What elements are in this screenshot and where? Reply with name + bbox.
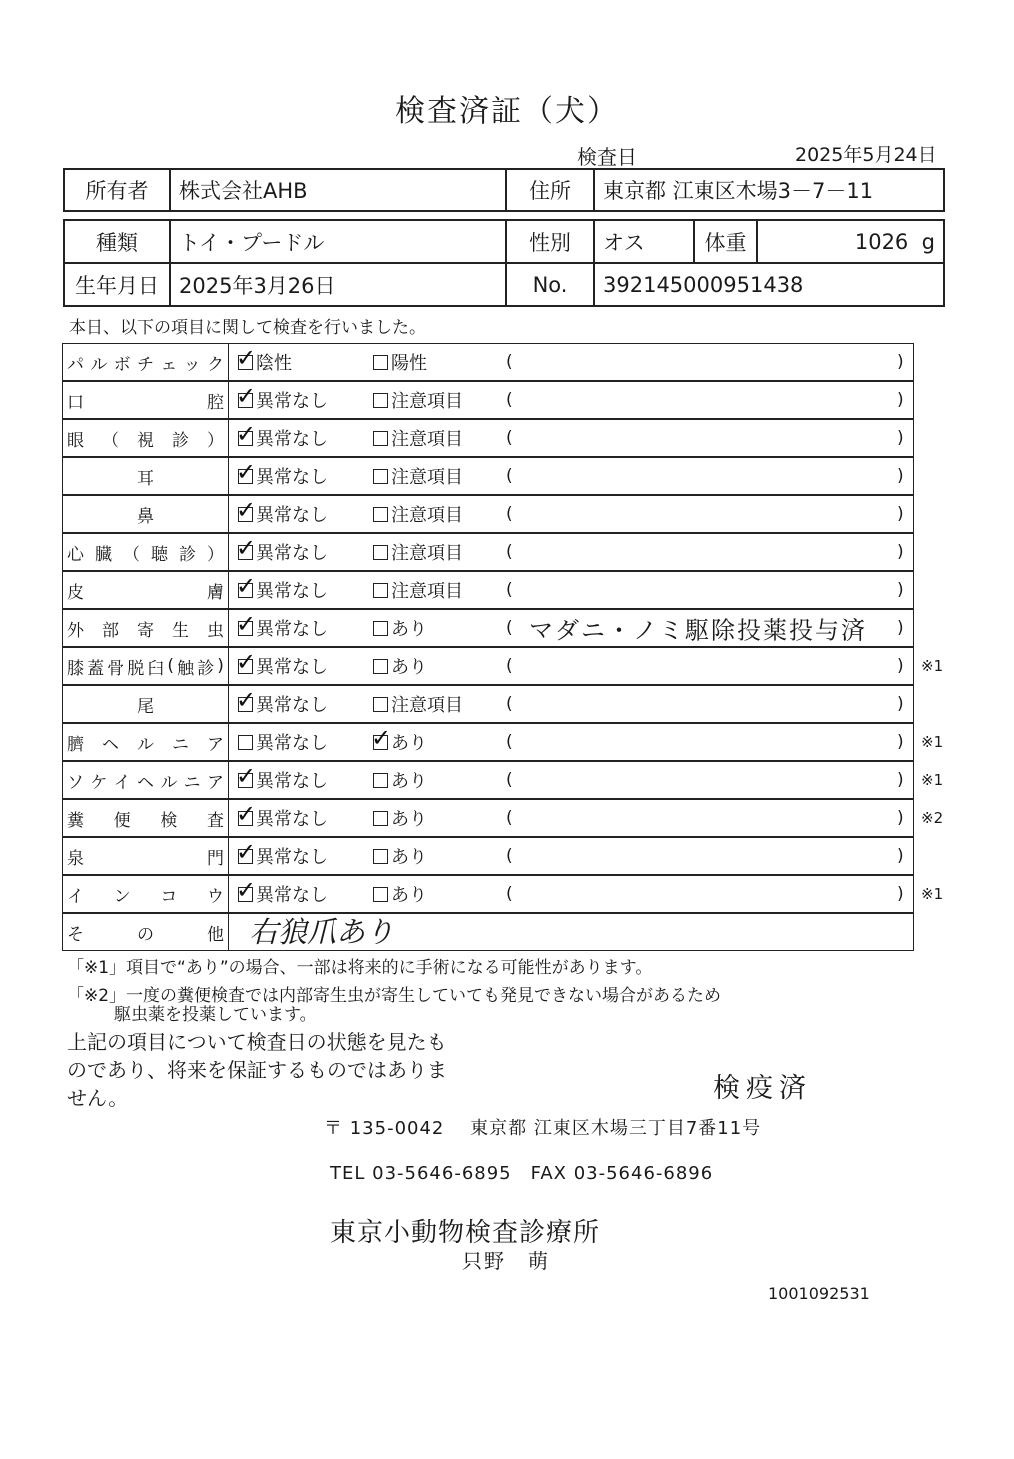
option-label: あり	[391, 847, 427, 868]
paren-close: )	[897, 808, 904, 828]
option-label: あり	[391, 771, 427, 792]
checkbox[interactable]	[236, 761, 257, 790]
option-label: 異常なし	[256, 391, 328, 412]
option-label: 異常なし	[256, 695, 328, 716]
clinic-name: 東京小動物検査診療所	[330, 1218, 601, 1248]
option-2[interactable]	[373, 539, 463, 565]
check-row	[62, 457, 914, 495]
owner-table	[63, 168, 945, 212]
other-name	[63, 914, 229, 950]
check-row	[62, 685, 914, 723]
checkbox[interactable]	[373, 659, 388, 674]
checkbox[interactable]	[236, 685, 257, 714]
option-2[interactable]	[373, 577, 463, 603]
weight-unit: g	[921, 229, 935, 254]
paren-open: (	[506, 808, 513, 828]
paren-open: (	[506, 846, 513, 866]
option-2[interactable]	[373, 501, 463, 527]
option-1[interactable]	[238, 729, 328, 755]
checkbox[interactable]	[373, 507, 388, 522]
option-1[interactable]	[236, 381, 328, 413]
option-2[interactable]	[373, 805, 427, 831]
check-item-name-char: 脱	[127, 658, 145, 679]
option-label: 異常なし	[256, 657, 328, 678]
check-item-name-char: ）	[207, 544, 224, 565]
check-mark-icon: ✓	[236, 457, 257, 486]
check-item-name-char: 眼	[67, 430, 84, 451]
checkbox[interactable]	[236, 381, 257, 410]
weight-number: 1026	[854, 229, 909, 254]
checkbox[interactable]	[373, 811, 388, 826]
option-2[interactable]	[373, 425, 463, 451]
paren-close: )	[897, 618, 904, 638]
paren-open: (	[506, 504, 513, 524]
checkbox[interactable]	[236, 571, 257, 600]
check-row	[62, 381, 914, 419]
check-item-name	[63, 344, 229, 380]
check-item-name-char: パ	[67, 354, 84, 375]
owner-label: 所有者	[64, 169, 170, 211]
breed-label: 種類	[64, 220, 170, 263]
check-item-name-char: ル	[137, 734, 154, 755]
option-2[interactable]	[373, 653, 427, 679]
check-mark-icon: ✓	[236, 761, 257, 790]
checkbox[interactable]	[373, 887, 388, 902]
check-item-name-char: 皮	[67, 582, 84, 603]
paren-close: )	[897, 542, 904, 562]
checkbox[interactable]	[373, 583, 388, 598]
check-item-name-char: 検	[160, 810, 178, 831]
checkbox[interactable]	[236, 875, 257, 904]
check-row	[62, 875, 944, 913]
check-item-name	[63, 648, 229, 684]
check-item-name	[63, 800, 229, 836]
no-label: No.	[506, 263, 594, 306]
option-label: 注意項目	[391, 391, 463, 412]
check-item-name-char: ニ	[183, 772, 201, 793]
checkbox[interactable]	[236, 837, 257, 866]
paren-close: )	[897, 770, 904, 790]
check-item-name-char: 膝	[67, 658, 84, 679]
check-item-name-char: （	[123, 544, 140, 565]
checkbox[interactable]	[236, 799, 257, 828]
check-item-name-char: (	[167, 656, 175, 676]
check-item-name-char: ソ	[67, 772, 84, 793]
check-item-name-char: )	[217, 656, 224, 676]
check-item-name-char: 臍	[67, 734, 84, 755]
check-note: マダニ・ノミ駆除投薬投与済	[529, 616, 867, 645]
paren-close: )	[897, 390, 904, 410]
checkbox[interactable]	[236, 495, 257, 524]
check-row	[62, 495, 914, 533]
footnote-mark: ※2	[921, 809, 944, 827]
check-item-name-char: 泉	[67, 848, 84, 869]
check-item-name-char: イ	[113, 772, 131, 793]
checkbox[interactable]	[236, 419, 257, 448]
checkbox[interactable]	[373, 621, 388, 636]
paren-close: )	[897, 656, 904, 676]
option-label: あり	[391, 657, 427, 678]
checkbox[interactable]	[373, 545, 388, 560]
check-item-name-char: 聴	[151, 544, 168, 565]
check-item-name	[63, 382, 229, 418]
check-item-name	[63, 762, 229, 798]
option-label: 注意項目	[391, 695, 463, 716]
checkbox[interactable]	[238, 735, 253, 750]
check-item-name-char: 臓	[95, 544, 112, 565]
birth-value: 2025年3月26日	[170, 263, 506, 306]
check-row	[62, 571, 914, 609]
option-1[interactable]	[236, 533, 328, 565]
paren-open: (	[506, 694, 513, 714]
check-item-name	[63, 610, 229, 646]
check-item-name-char: 糞	[67, 810, 84, 831]
check-item-name-char: 心	[67, 544, 84, 565]
check-item-name	[63, 572, 229, 608]
check-item-name	[63, 724, 229, 760]
option-2[interactable]	[373, 881, 427, 907]
option-2[interactable]	[373, 463, 463, 489]
clinic-tel-fax: TEL 03-5646-6895 FAX 03-5646-6896	[330, 1163, 714, 1184]
option-label: あり	[391, 619, 427, 640]
option-label: 異常なし	[256, 543, 328, 564]
check-mark-icon: ✓	[236, 799, 257, 828]
check-item-name-char: ア	[207, 734, 224, 755]
check-row	[62, 761, 944, 799]
sex-value: オス	[594, 220, 694, 263]
check-item-name-char: 生	[172, 620, 189, 641]
serial-number: 1001092531	[768, 1284, 870, 1303]
option-1[interactable]	[236, 495, 328, 527]
check-mark-icon: ✓	[236, 343, 257, 372]
check-row	[62, 799, 944, 837]
check-row	[62, 419, 914, 457]
option-2[interactable]	[373, 843, 427, 869]
checkbox[interactable]	[236, 343, 257, 372]
checkbox[interactable]	[236, 533, 257, 562]
check-item-name-char: ン	[113, 886, 131, 907]
check-item-name-char: 尾	[137, 696, 154, 717]
check-mark-icon: ✓	[371, 723, 392, 752]
check-item-name-char: ヘ	[102, 734, 119, 755]
check-item-name-char: ニ	[172, 734, 189, 755]
option-1[interactable]	[236, 571, 328, 603]
option-label: 異常なし	[256, 885, 328, 906]
paren-close: )	[897, 732, 904, 752]
check-mark-icon: ✓	[236, 837, 257, 866]
option-label: 陽性	[391, 353, 427, 374]
option-2[interactable]	[373, 615, 427, 641]
check-item-name-char: コ	[160, 886, 178, 907]
other-name-char: の	[137, 924, 154, 945]
checkbox[interactable]	[373, 773, 388, 788]
checkbox[interactable]	[373, 393, 388, 408]
check-item-name-char: イ	[67, 886, 84, 907]
option-label: 異常なし	[256, 847, 328, 868]
footnote-mark: ※1	[921, 885, 944, 903]
option-1[interactable]	[236, 799, 328, 831]
option-label: 陰性	[256, 353, 292, 374]
check-item-name-char: 寄	[137, 620, 154, 641]
check-item-name	[63, 458, 229, 494]
option-label: 注意項目	[391, 581, 463, 602]
paren-close: )	[897, 694, 904, 714]
birth-label: 生年月日	[64, 263, 170, 306]
checkbox[interactable]	[373, 355, 388, 370]
check-mark-icon: ✓	[236, 647, 257, 676]
option-2[interactable]	[373, 387, 463, 413]
check-item-name-char: 部	[102, 620, 119, 641]
check-row	[62, 837, 914, 875]
check-mark-icon: ✓	[236, 381, 257, 410]
footnote-mark: ※1	[921, 771, 944, 789]
option-label: 異常なし	[256, 429, 328, 450]
weight-label: 体重	[694, 220, 757, 263]
check-item-name-char: 査	[206, 810, 224, 831]
check-item-name-char: 診	[197, 658, 215, 679]
check-item-name	[63, 534, 229, 570]
check-item-name-char: ク	[206, 354, 224, 375]
check-item-name-char: ア	[206, 772, 224, 793]
check-item-name-char: ケ	[90, 772, 108, 793]
paren-close: )	[897, 466, 904, 486]
paren-close: )	[897, 884, 904, 904]
paren-close: )	[897, 580, 904, 600]
check-item-name-char: 骨	[107, 658, 125, 679]
option-1[interactable]	[236, 761, 328, 793]
clinic-address: 〒 135-0042 東京都 江東区木場三丁目7番11号	[324, 1118, 762, 1139]
option-1[interactable]	[236, 419, 328, 451]
owner-value: 株式会社AHB	[170, 169, 506, 211]
check-item-name	[63, 838, 229, 874]
option-2[interactable]	[371, 723, 427, 755]
check-row	[62, 343, 914, 381]
checkbox[interactable]	[236, 609, 257, 638]
address-label: 住所	[506, 169, 594, 211]
breed-value: トイ・プードル	[170, 220, 506, 263]
handwritten-note: 右狼爪あり	[249, 915, 395, 949]
option-label: あり	[391, 733, 427, 754]
paren-open: (	[506, 542, 513, 562]
check-item-name-char: ヘ	[136, 772, 154, 793]
check-item-name-char: 臼	[147, 658, 165, 679]
paren-open: (	[506, 732, 513, 752]
check-item-name-char: 蓋	[87, 658, 105, 679]
checkbox[interactable]	[373, 849, 388, 864]
checkbox[interactable]	[373, 431, 388, 446]
check-item-name-char: 診	[179, 544, 196, 565]
option-label: あり	[391, 885, 427, 906]
option-label: 異常なし	[256, 809, 328, 830]
check-mark-icon: ✓	[236, 495, 257, 524]
check-item-name-char: ウ	[206, 886, 224, 907]
checkbox[interactable]	[373, 697, 388, 712]
option-label: 注意項目	[391, 429, 463, 450]
check-mark-icon: ✓	[236, 875, 257, 904]
paren-open: (	[506, 618, 513, 638]
checkbox[interactable]	[236, 647, 257, 676]
check-item-name	[63, 496, 229, 532]
other-name-char: そ	[67, 924, 84, 945]
check-item-name-char: 耳	[137, 468, 154, 489]
document-title: 検査済証（犬）	[395, 94, 619, 129]
paren-open: (	[506, 580, 513, 600]
option-label: 異常なし	[256, 771, 328, 792]
option-2[interactable]	[373, 691, 463, 717]
veterinarian-name: 只野 萌	[462, 1249, 550, 1273]
check-item-name-char: ッ	[183, 354, 201, 375]
check-mark-icon: ✓	[236, 609, 257, 638]
option-label: 注意項目	[391, 505, 463, 526]
weight-value	[757, 220, 944, 263]
disclaimer: 上記の項目について検査日の状態を見たものであり、将来を保証するものではありません。	[67, 1030, 447, 1110]
paren-close: )	[897, 504, 904, 524]
option-2[interactable]	[373, 767, 427, 793]
option-1[interactable]	[236, 875, 328, 907]
paren-close: )	[897, 846, 904, 866]
check-mark-icon: ✓	[236, 419, 257, 448]
option-1[interactable]	[236, 609, 328, 641]
option-label: 異常なし	[256, 581, 328, 602]
address-value: 東京都 江東区木場3－7－11	[594, 169, 944, 211]
paren-open: (	[506, 466, 513, 486]
check-item-name-char: 診	[172, 430, 189, 451]
option-label: 注意項目	[391, 543, 463, 564]
paren-open: (	[506, 656, 513, 676]
option-label: 異常なし	[256, 733, 328, 754]
option-1[interactable]	[236, 457, 328, 489]
option-1[interactable]	[236, 685, 328, 717]
option-1[interactable]	[236, 837, 328, 869]
check-item-name-char: 便	[113, 810, 131, 831]
check-row	[62, 723, 944, 761]
check-item-name-char: ル	[90, 354, 108, 375]
check-row	[62, 533, 914, 571]
check-item-name	[63, 686, 229, 722]
other-name-char: 他	[207, 924, 224, 945]
inspection-date-label: 検査日	[577, 145, 637, 169]
animal-table	[63, 219, 945, 307]
check-item-name-char: 虫	[207, 620, 224, 641]
inspection-date-value: 2025年5月24日	[795, 144, 937, 166]
no-value: 392145000951438	[594, 263, 944, 306]
option-label: 異常なし	[256, 467, 328, 488]
checkbox[interactable]	[371, 723, 392, 752]
check-item-name-char: 外	[67, 620, 84, 641]
paren-close: )	[897, 352, 904, 372]
check-item-name	[63, 876, 229, 912]
paren-open: (	[506, 428, 513, 448]
checkbox[interactable]	[373, 469, 388, 484]
sex-label: 性別	[506, 220, 594, 263]
check-row	[62, 647, 944, 685]
option-1[interactable]	[236, 343, 292, 375]
option-label: 異常なし	[256, 505, 328, 526]
footnote-3: 駆虫薬を投薬しています。	[114, 1005, 317, 1025]
footnote-mark: ※1	[921, 733, 944, 751]
check-item-name-char: 視	[137, 430, 154, 451]
check-mark-icon: ✓	[236, 533, 257, 562]
option-2[interactable]	[373, 349, 427, 375]
option-1[interactable]	[236, 647, 328, 679]
check-item-name-char: ボ	[113, 354, 131, 375]
check-item-name-char: ル	[160, 772, 178, 793]
check-mark-icon: ✓	[236, 571, 257, 600]
intro-text: 本日、以下の項目に関して検査を行いました。	[69, 318, 426, 338]
option-label: 注意項目	[391, 467, 463, 488]
option-label: あり	[391, 809, 427, 830]
check-item-name-char: （	[102, 430, 119, 451]
check-mark-icon: ✓	[236, 685, 257, 714]
check-item-name-char: 鼻	[137, 506, 154, 527]
check-item-name-char: ェ	[160, 354, 178, 375]
check-item-name-char: ）	[207, 430, 224, 451]
other-row	[62, 913, 914, 951]
check-item-name-char: 門	[207, 848, 224, 869]
check-item-name-char: 口	[67, 392, 84, 413]
paren-open: (	[506, 352, 513, 372]
check-item-name-char: 触	[177, 658, 195, 679]
paren-close: )	[897, 428, 904, 448]
footnote-mark: ※1	[921, 657, 944, 675]
option-label: 異常なし	[256, 619, 328, 640]
footnote-2: 「※2」一度の糞便検査では内部寄生虫が寄生していても発見できない場合があるため	[67, 986, 722, 1006]
check-item-name-char: 膚	[207, 582, 224, 603]
check-row	[62, 609, 914, 647]
footnote-1: 「※1」項目で“あり”の場合、一部は将来的に手術になる可能性があります。	[67, 958, 653, 978]
paren-open: (	[506, 770, 513, 790]
check-item-name-char: 腔	[207, 392, 224, 413]
paren-open: (	[506, 884, 513, 904]
checkbox[interactable]	[236, 457, 257, 486]
check-item-name-char: チ	[136, 354, 154, 375]
check-item-name	[63, 420, 229, 456]
paren-open: (	[506, 390, 513, 410]
inspection-stamp: 検疫済	[713, 1073, 812, 1104]
